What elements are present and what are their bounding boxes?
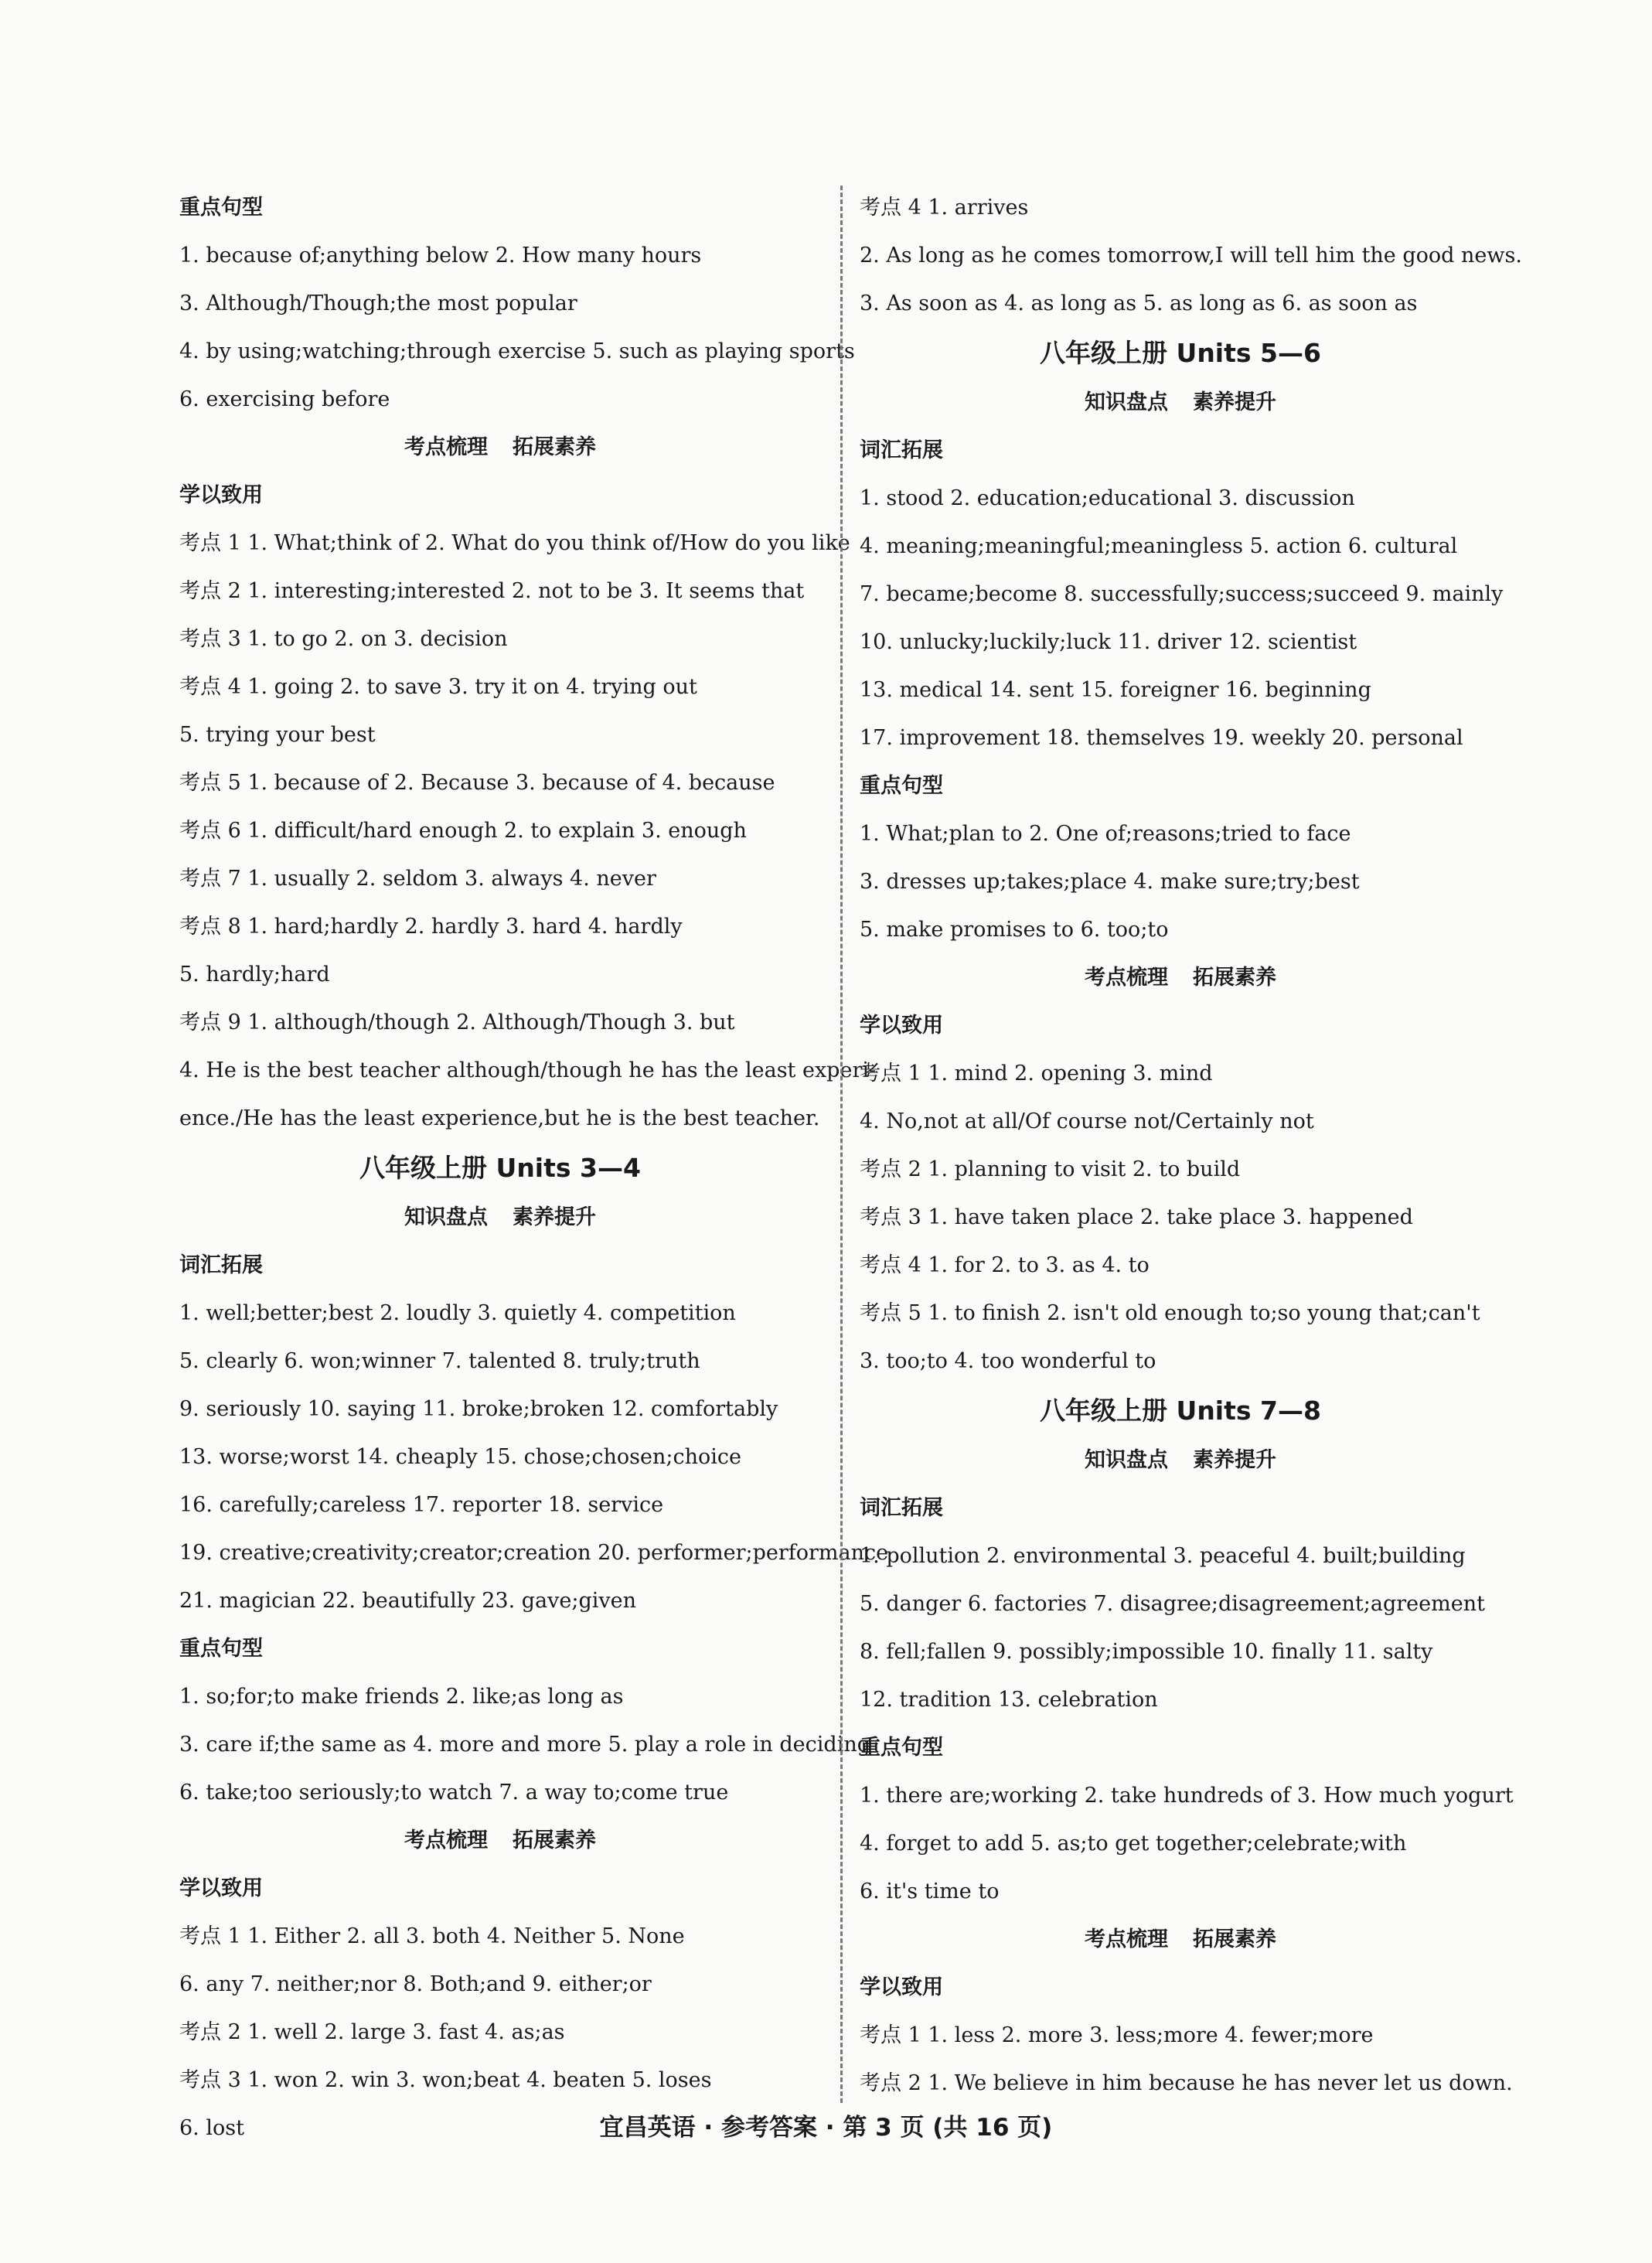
answer-line: 6. any 7. neither;nor 8. Both;and 9. either;or bbox=[179, 1972, 652, 1996]
subheading bbox=[860, 1916, 1501, 1964]
answer-line: 12. tradition 13. celebration bbox=[860, 1688, 1158, 1712]
answer-line: 3. care if;the same as 4. more and more 5. play a role in deciding bbox=[179, 1733, 871, 1757]
answer-line: 13. worse;worst 14. cheaply 15. chose;chosen;choice bbox=[179, 1445, 741, 1469]
subheading bbox=[860, 1437, 1501, 1484]
answer-line: 2. As long as he comes tomorrow,I will tell him the good news. bbox=[860, 244, 1522, 268]
subheading-part: 知识盘点 bbox=[1085, 390, 1168, 414]
answer-line: 1. well;better;best 2. loudly 3. quietly 4. competition bbox=[179, 1301, 736, 1325]
section-heading: 词汇拓展 bbox=[860, 438, 943, 462]
answer-line: 考点 5 1. to finish 2. isn't old enough to;so young that;can't bbox=[860, 1301, 1480, 1325]
answer-line: 考点 1 1. less 2. more 3. less;more 4. fewer;more bbox=[860, 2023, 1374, 2047]
section-heading: 重点句型 bbox=[860, 774, 943, 798]
section-heading: 重点句型 bbox=[860, 1736, 943, 1760]
subheading-part: 知识盘点 bbox=[404, 1205, 488, 1229]
answer-line: 考点 8 1. hard;hardly 2. hardly 3. hard 4. hardly bbox=[179, 915, 683, 939]
answer-line: 3. Although/Though;the most popular bbox=[179, 291, 577, 315]
answer-line: 5. hardly;hard bbox=[179, 963, 330, 987]
answer-line: 3. too;to 4. too wonderful to bbox=[860, 1349, 1156, 1373]
answer-line: 考点 6 1. difficult/hard enough 2. to explain 3. enough bbox=[179, 819, 747, 843]
subheading-part: 考点梳理 bbox=[1085, 1927, 1168, 1951]
subheading bbox=[179, 1817, 821, 1865]
answer-line: 5. make promises to 6. too;to bbox=[860, 918, 1169, 942]
section-heading: 学以致用 bbox=[860, 1975, 943, 1999]
section-heading: 重点句型 bbox=[179, 1637, 263, 1661]
answer-line: 1. What;plan to 2. One of;reasons;tried to face bbox=[860, 822, 1351, 846]
answer-line: 13. medical 14. sent 15. foreigner 16. beginning bbox=[860, 678, 1371, 702]
answer-line: 9. seriously 10. saying 11. broke;broken 12. comfortably bbox=[179, 1397, 778, 1421]
answer-line: 考点 7 1. usually 2. seldom 3. always 4. never bbox=[179, 867, 656, 891]
answer-line: 考点 4 1. going 2. to save 3. try it on 4. trying out bbox=[179, 675, 697, 699]
subheading-part: 拓展素养 bbox=[1193, 966, 1276, 990]
section-heading: 重点句型 bbox=[179, 196, 263, 220]
right-column bbox=[860, 184, 1522, 2108]
answer-line: 4. forget to add 5. as;to get together;celebrate;with bbox=[860, 1832, 1407, 1856]
subheading-part: 素养提升 bbox=[1193, 1448, 1276, 1472]
page-footer: 宜昌英语 · 参考答案 · 第 3 页 (共 16 页) bbox=[599, 2114, 1053, 2142]
answer-line: 4. meaning;meaningful;meaningless 5. action 6. cultural bbox=[860, 534, 1458, 558]
answer-line: 考点 5 1. because of 2. Because 3. because of 4. because bbox=[179, 771, 775, 795]
answer-line: 6. lost bbox=[179, 2116, 244, 2140]
answer-line: 16. carefully;careless 17. reporter 18. service bbox=[179, 1493, 664, 1517]
subheading-part: 素养提升 bbox=[513, 1205, 596, 1229]
section-heading: 学以致用 bbox=[179, 1876, 263, 1900]
answer-line: 考点 1 1. What;think of 2. What do you think of/How do you like bbox=[179, 531, 850, 555]
answer-line: 17. improvement 18. themselves 19. weekly 20. personal bbox=[860, 726, 1463, 750]
section-heading: 词汇拓展 bbox=[860, 1496, 943, 1520]
answer-line: 1. stood 2. education;educational 3. discussion bbox=[860, 486, 1355, 510]
answer-line: 考点 1 1. mind 2. opening 3. mind bbox=[860, 1062, 1213, 1085]
answer-line: 考点 4 1. for 2. to 3. as 4. to bbox=[860, 1253, 1150, 1277]
answer-line: 3. dresses up;takes;place 4. make sure;try;best bbox=[860, 870, 1360, 894]
answer-line: 1. because of;anything below 2. How many hours bbox=[179, 244, 702, 268]
answer-line: 3. As soon as 4. as long as 5. as long as 6. as soon as bbox=[860, 291, 1418, 315]
answer-line: 4. He is the best teacher although/though he has the least experi- bbox=[179, 1058, 877, 1082]
answer-line: 21. magician 22. beautifully 23. gave;given bbox=[179, 1589, 636, 1613]
answer-line: 6. take;too seriously;to watch 7. a way to;come true bbox=[179, 1781, 729, 1805]
subheading-part: 拓展素养 bbox=[513, 435, 596, 459]
answer-line: 6. exercising before bbox=[179, 387, 390, 411]
answer-line: 5. trying your best bbox=[179, 723, 376, 747]
answer-line: ence./He has the least experience,but he is the best teacher. bbox=[179, 1106, 820, 1130]
subheading-part: 考点梳理 bbox=[404, 1828, 488, 1852]
answer-line: 考点 2 1. well 2. large 3. fast 4. as;as bbox=[179, 2020, 565, 2044]
subheading-part: 拓展素养 bbox=[513, 1828, 596, 1852]
answer-line: 1. there are;working 2. take hundreds of 3. How much yogurt bbox=[860, 1784, 1514, 1808]
subheading bbox=[179, 1194, 821, 1242]
section-heading: 词汇拓展 bbox=[179, 1253, 263, 1277]
subheading bbox=[860, 954, 1501, 1002]
answer-line: 4. No,not at all/Of course not/Certainly not bbox=[860, 1109, 1314, 1133]
subheading-part: 考点梳理 bbox=[1085, 966, 1168, 990]
answer-line: 7. became;become 8. successfully;success;succeed 9. mainly bbox=[860, 582, 1504, 606]
answer-line: 考点 4 1. arrives bbox=[860, 196, 1029, 220]
answer-line: 考点 9 1. although/though 2. Although/Though 3. but bbox=[179, 1011, 735, 1034]
answer-line: 考点 3 1. won 2. win 3. won;beat 4. beaten 5. loses bbox=[179, 2068, 712, 2092]
answer-line: 考点 2 1. We believe in him because he has never let us down. bbox=[860, 2071, 1513, 2095]
answer-line: 1. so;for;to make friends 2. like;as long as bbox=[179, 1685, 624, 1709]
answer-line: 考点 3 1. to go 2. on 3. decision bbox=[179, 627, 508, 651]
answer-line: 考点 3 1. have taken place 2. take place 3. happened bbox=[860, 1205, 1413, 1229]
unit-heading: 八年级上册 Units 3—4 bbox=[359, 1153, 641, 1183]
answer-line: 19. creative;creativity;creator;creation 20. performer;performance bbox=[179, 1541, 889, 1565]
subheading-part: 拓展素养 bbox=[1193, 1927, 1276, 1951]
answer-line: 4. by using;watching;through exercise 5. such as playing sports bbox=[179, 339, 855, 363]
answer-line: 10. unlucky;luckily;luck 11. driver 12. scientist bbox=[860, 630, 1357, 654]
answer-line: 5. clearly 6. won;winner 7. talented 8. truly;truth bbox=[179, 1349, 700, 1373]
unit-heading: 八年级上册 Units 5—6 bbox=[1040, 338, 1321, 368]
subheading bbox=[860, 379, 1501, 427]
answer-line: 6. it's time to bbox=[860, 1880, 1000, 1903]
subheading-part: 知识盘点 bbox=[1085, 1448, 1168, 1472]
answer-line: 考点 2 1. interesting;interested 2. not to be 3. It seems that bbox=[179, 579, 805, 603]
answer-line: 5. danger 6. factories 7. disagree;disagreement;agreement bbox=[860, 1592, 1485, 1616]
answer-line: 考点 1 1. Either 2. all 3. both 4. Neither 5. None bbox=[179, 1924, 685, 1948]
section-heading: 学以致用 bbox=[179, 483, 263, 507]
answer-line: 8. fell;fallen 9. possibly;impossible 10. finally 11. salty bbox=[860, 1640, 1433, 1664]
subheading-part: 考点梳理 bbox=[404, 435, 488, 459]
answer-line: 1. pollution 2. environmental 3. peaceful 4. built;building bbox=[860, 1544, 1466, 1568]
answer-line: 考点 2 1. planning to visit 2. to build bbox=[860, 1157, 1241, 1181]
subheading-part: 素养提升 bbox=[1193, 390, 1276, 414]
section-heading: 学以致用 bbox=[860, 1014, 943, 1038]
unit-heading: 八年级上册 Units 7—8 bbox=[1040, 1396, 1321, 1426]
subheading bbox=[179, 424, 821, 472]
column-divider bbox=[840, 186, 843, 2103]
